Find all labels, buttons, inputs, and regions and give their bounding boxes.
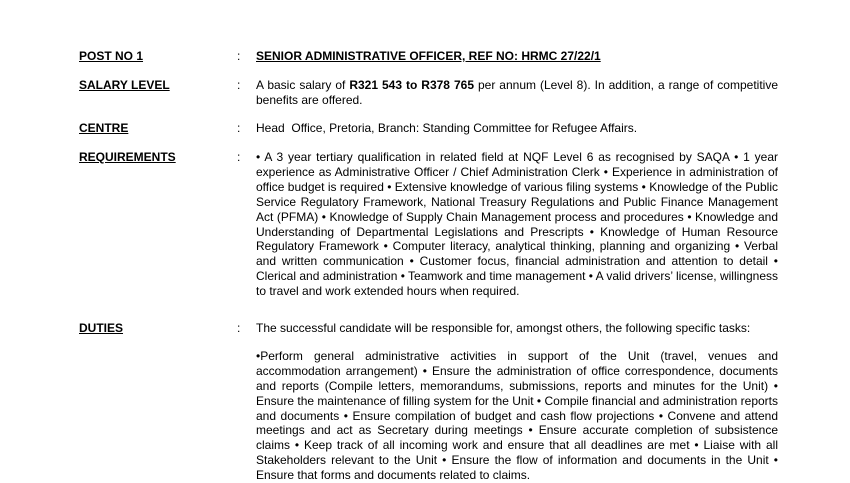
- centre-label: CENTRE: [79, 121, 129, 135]
- centre-colon: :: [237, 121, 241, 135]
- salary-value: [256, 78, 778, 108]
- salary-colon: :: [237, 78, 241, 92]
- requirements-colon: :: [237, 150, 241, 164]
- centre-value: Head Office, Pretoria, Branch: Standing Committee for Refugee Affairs.: [256, 121, 638, 135]
- salary-label: SALARY LEVEL: [79, 78, 170, 92]
- requirements-label: REQUIREMENTS: [79, 150, 176, 164]
- post-label: POST NO 1: [79, 49, 144, 63]
- salary-text-before: A basic salary of: [256, 78, 350, 92]
- salary-amount: R321 543 to R378 765: [349, 78, 474, 92]
- duties-tasks: •Perform general administrative activities in support of the Unit (travel, venues and accommodation arrangement) • Ensure the administration of office correspondence, documents and reports (Compile letters, memorandums, submissions, reports and minutes for the Unit) • Ensure the maintenance of filling system for the Unit • Compile financial and administration reports and documents • Ensure compilation of budget and cash flow projections • Convene and attend meetings and act as Secretary during meetings • Ensure accurate completion of subsistence claims • Keep track of all incoming work and ensure that all deadlines are met • Liaise with all Stakeholders relevant to the Unit • Ensure the flow of information and documents in the Unit • Ensure that forms and documents related to claims.: [256, 348, 778, 483]
- requirements-value: • A 3 year tertiary qualification in related field at NQF Level 6 as recognised by SAQA • 1 year experience as Administrative Officer / Chief Administration Clerk • Experience in administration of office budget is required • Extensive knowledge of various filing systems • Knowledge of the Public Service Regulatory Framework, National Treasury Regulations and Public Finance Management Act (PFMA) • Knowledge of Supply Chain Management process and procedures • Knowledge and Understanding of Departmental Legislations and Prescripts • Knowledge of Human Resource Regulatory Framework • Computer literacy, analytical thinking, planning and organizing • Verbal and written communication • Customer focus, financial administration and attention to detail • Clerical and administration • Teamwork and time management • A valid drivers’ license, willingness to travel and work extended hours when required.: [256, 150, 778, 299]
- duties-colon: :: [237, 321, 241, 335]
- salary-text-after: per annum (Level 8). In addition, a range of competitive benefits are offered.: [256, 78, 778, 107]
- duties-value: [256, 321, 778, 483]
- post-title: SENIOR ADMINISTRATIVE OFFICER, REF NO: HRMC 27/22/1: [256, 49, 601, 63]
- duties-intro: The successful candidate will be responsible for, amongst others, the following specific tasks:: [256, 321, 751, 335]
- duties-label: DUTIES: [79, 321, 124, 335]
- post-colon: :: [237, 49, 241, 63]
